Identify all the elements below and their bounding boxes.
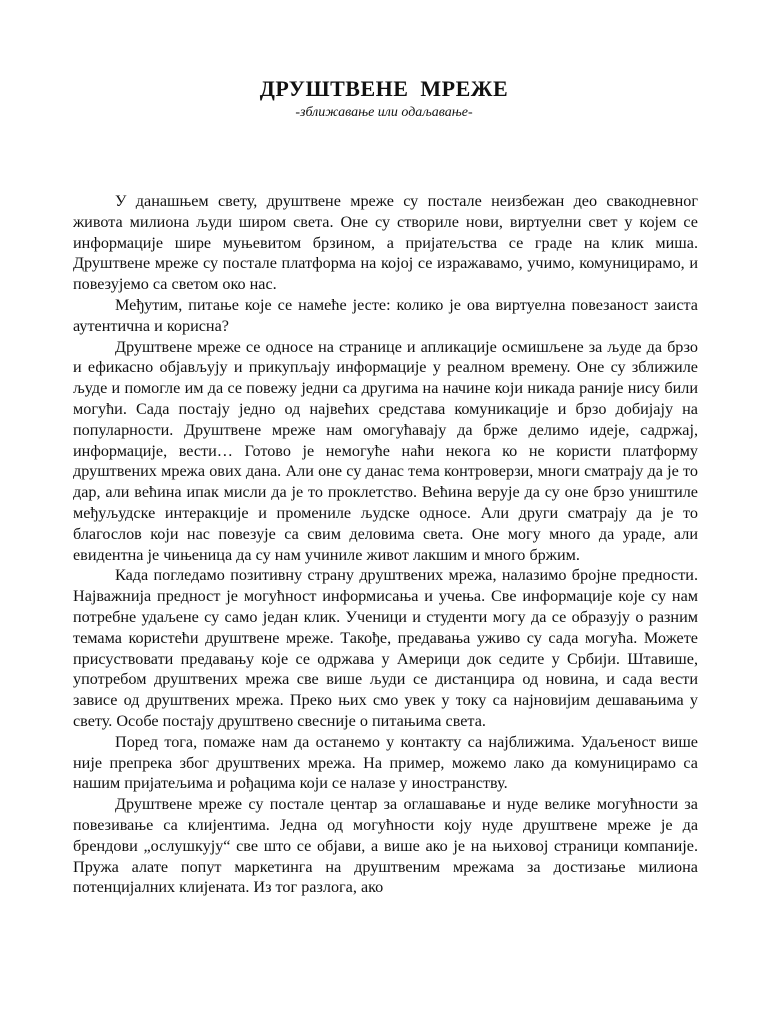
paragraph: Друштвене мреже су постале центар за оглашавање и нуде велике могућности за повезивање са клијентима. Једна од могућности коју нуде друштвене мреже је да брендови „ослушкују“ све што се објави, а више ако је на њиховој страници компаније. Пружа алате попут маркетинга на друштвеним мрежама за достизање милиона потенцијалних клијената. Из тог разлога, ако <box>73 795 698 897</box>
document-subtitle: -зближавање или одаљавање- <box>295 105 473 120</box>
paragraph: Када погледамо позитивну страну друштвених мрежа, налазимо бројне предности. Најважнија предност је могућност информисања и учења. Све информације које су нам потребне удаљене су само један клик. Ученици и студенти могу да се образују о разним темама користећи друштвене мреже. Такође, предавања уживо су сада могућа. Можете присуствовати предавању које се одржава у Америци док седите у Србији. Штавише, употребом друштвених мрежа све више људи се дистанцира од новина, и сада вести зависе од друштвених мрежа. Преко њих смо увек у току са најновијим дешавањима у свету. Особе постају друштвено свесније о питањима света. <box>73 566 698 730</box>
paragraph: У данашњем свету, друштвене мреже су постале неизбежан део свакодневног живота милиона људи широм света. Оне су створиле нови, виртуелни свет у којем се информације шире муњевитом брзином, а пријатељства се граде на клик миша. Друштвене мреже су постале платформа на којој се изражавамо, учимо, комуницирамо, и повезујемо са светом око нас. <box>73 192 698 294</box>
paragraph: Поред тога, помаже нам да останемо у контакту са најближима. Удаљеност више није препрека због друштвених мрежа. На пример, можемо лако да комуницирамо са нашим пријатељима и рођацима који се налазе у иностранству. <box>73 732 698 793</box>
paragraph: Међутим, питање које се намеће јесте: колико је ова виртуелна повезаност заиста аутентична и корисна? <box>73 295 698 335</box>
document-title: ДРУШТВЕНЕ МРЕЖЕ <box>259 76 509 101</box>
paragraph: Друштвене мреже се односе на странице и апликације осмишљене за људе да брзо и ефикасно објављују и прикупљају информације у реалном времену. Оне су зближиле људе и помогле им да се повежу једни са другима на начине који никада раније нису били могући. Сада постају једно од највећих средстава комуникације и брзо добијају на популарности. Друштвене мреже нам омогућавају да брже делимо идеје, садржај, информације, вести… Готово је немогуће наћи некога ко не користи платформу друштвених мрежа ових дана. Али оне су данас тема контроверзи, многи сматрају да је то дар, али већина ипак мисли да је то проклетство. Већина верује да су оне брзо уништиле међуљудске интеракције и промениле људске односе. Али други сматрају да је то благослов који нас повезује са свим деловима света. Оне могу много да ураде, али евидентна је чињеница да су нам учиниле живот лакшим и много бржим. <box>73 337 698 564</box>
document-body <box>73 191 698 898</box>
